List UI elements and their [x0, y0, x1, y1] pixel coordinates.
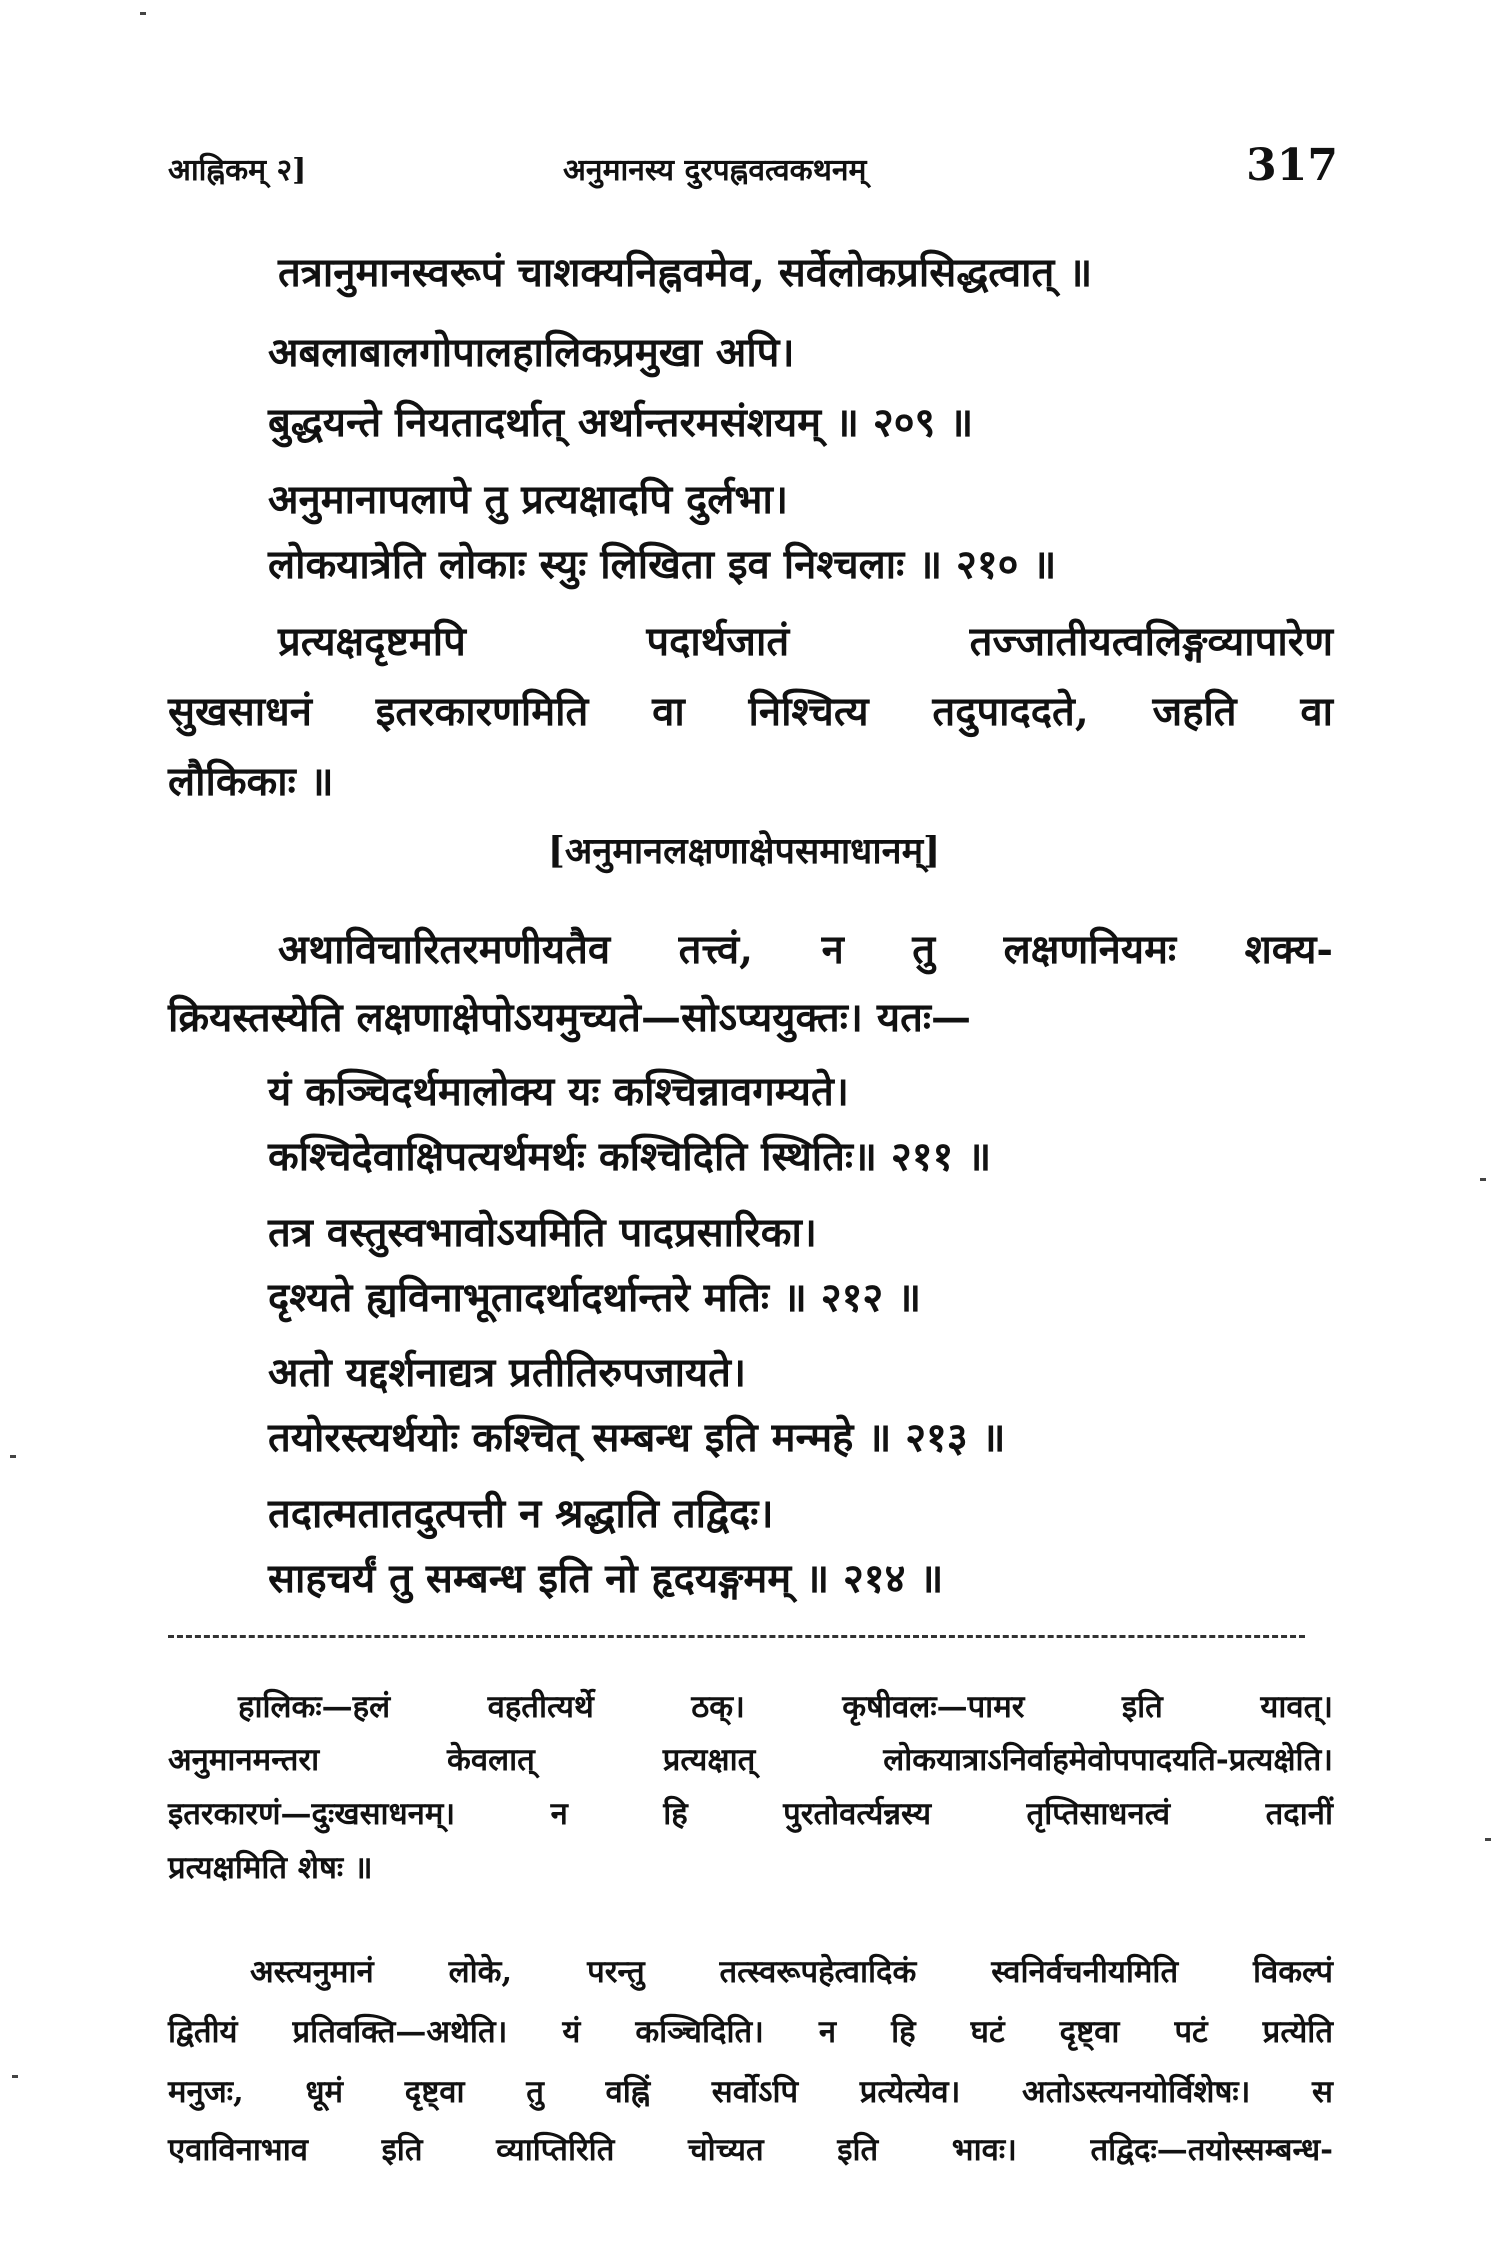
note-1-line-1: हालिकः—हलं वहतीत्यर्थे ठक्। कृषीवलः—पामर इति यावत्।: [238, 1689, 1333, 1725]
verse-213-line-2: तयोरस्त्यर्थयोः कश्चित् सम्बन्ध इति मन्महे ॥ २१३ ॥: [268, 1414, 1006, 1461]
paragraph-2-line-1: प्रत्यक्षदृष्टमपि पदार्थजातं तज्जातीयत्वलिङ्गव्यापारेण: [278, 618, 1333, 665]
verse-214-line-2: साहचर्यं तु सम्बन्ध इति नो हृदयङ्गमम् ॥ २१४ ॥: [268, 1555, 944, 1602]
verse-209-line-1: अबलाबालगोपालहालिकप्रमुखा अपि।: [268, 329, 795, 376]
verse-212-line-2: दृश्यते ह्यविनाभूतादर्थादर्थान्तरे मतिः ॥ २१२ ॥: [268, 1274, 922, 1321]
paragraph-3-line-1: अथाविचारितरमणीयतैव तत्त्वं, न तु लक्षणनियमः शक्य-: [278, 926, 1333, 973]
verse-214-line-1: तदात्मतातदुत्पत्ती न श्रद्धाति तद्विदः।: [268, 1490, 774, 1537]
verse-211-line-1: यं कञ्चिदर्थमालोक्य यः कश्चिन्नावगम्यते।: [268, 1068, 849, 1115]
scan-speck: [10, 1455, 16, 1458]
verse-213-line-1: अतो यद्दर्शनाद्यत्र प्रतीतिरुपजायते।: [268, 1349, 747, 1396]
verse-210-line-2: लोकयात्रेति लोकाः स्युः लिखिता इव निश्चलाः ॥ २१० ॥: [268, 541, 1057, 588]
note-1-line-3: इतरकारणं—दुःखसाधनम्। न हि पुरतोवर्त्यन्नस्य तृप्तिसाधनत्वं तदानीं: [168, 1796, 1333, 1832]
note-2-line-3: मनुजः, धूमं दृष्ट्वा तु वह्निं सर्वोऽपि प्रत्येत्येव। अतोऽस्त्यनयोर्विशेषः। स: [168, 2074, 1333, 2110]
running-title: अनुमानस्य दुरपह्नवत्वकथनम्: [563, 153, 867, 188]
chapter-label: आह्निकम् २]: [168, 153, 307, 188]
paragraph-2-line-3: लौकिकाः ॥: [168, 758, 334, 805]
verse-211-line-2: कश्चिदेवाक्षिपत्यर्थमर्थः कश्चिदिति स्थितिः॥ २११ ॥: [268, 1133, 992, 1180]
scan-speck: [140, 12, 146, 15]
paragraph-1: तत्रानुमानस्वरूपं चाशक्यनिह्नवमेव, सर्वेलोकप्रसिद्धत्वात् ॥: [278, 249, 1093, 296]
verse-210-line-1: अनुमानापलापे तु प्रत्यक्षादपि दुर्लभा।: [268, 476, 789, 523]
running-header: [168, 140, 1338, 200]
note-2-line-4: एवाविनाभाव इति व्याप्तिरिति चोच्यत इति भावः। तद्विदः—तयोस्सम्बन्ध-: [168, 2132, 1333, 2168]
footnote-divider: [168, 1635, 1305, 1638]
section-heading: [अनुमानलक्षणाक्षेपसमाधानम्]: [547, 830, 941, 872]
note-1-line-4: प्रत्यक्षमिति शेषः ॥: [168, 1850, 373, 1886]
scan-speck: [1485, 1838, 1491, 1841]
note-2-line-2: द्वितीयं प्रतिवक्ति—अथेति। यं कञ्चिदिति। न हि घटं दृष्ट्वा पटं प्रत्येति: [168, 2014, 1333, 2050]
verse-212-line-1: तत्र वस्तुस्वभावोऽयमिति पादप्रसारिका।: [268, 1209, 817, 1256]
scan-speck: [1480, 1178, 1486, 1181]
paragraph-3-line-2: क्रियस्तस्येति लक्षणाक्षेपोऽयमुच्यते—सोऽप्ययुक्तः। यतः—: [168, 994, 971, 1041]
paragraph-2-line-2: सुखसाधनं इतरकारणमिति वा निश्चित्य तदुपाददते, जहति वा: [168, 688, 1333, 735]
scan-speck: [12, 2075, 18, 2078]
page-number: 317: [1246, 140, 1338, 191]
note-2-line-1: अस्त्यनुमानं लोके, परन्तु तत्स्वरूपहेत्वादिकं स्वनिर्वचनीयमिति विकल्पं: [250, 1954, 1333, 1990]
note-1-line-2: अनुमानमन्तरा केवलात् प्रत्यक्षात् लोकयात्राऽनिर्वाहमेवोपपादयति-प्रत्यक्षेति।: [168, 1742, 1333, 1778]
verse-209-line-2: बुद्धयन्ते नियतादर्थात् अर्थान्तरमसंशयम् ॥ २०९ ॥: [268, 399, 974, 446]
